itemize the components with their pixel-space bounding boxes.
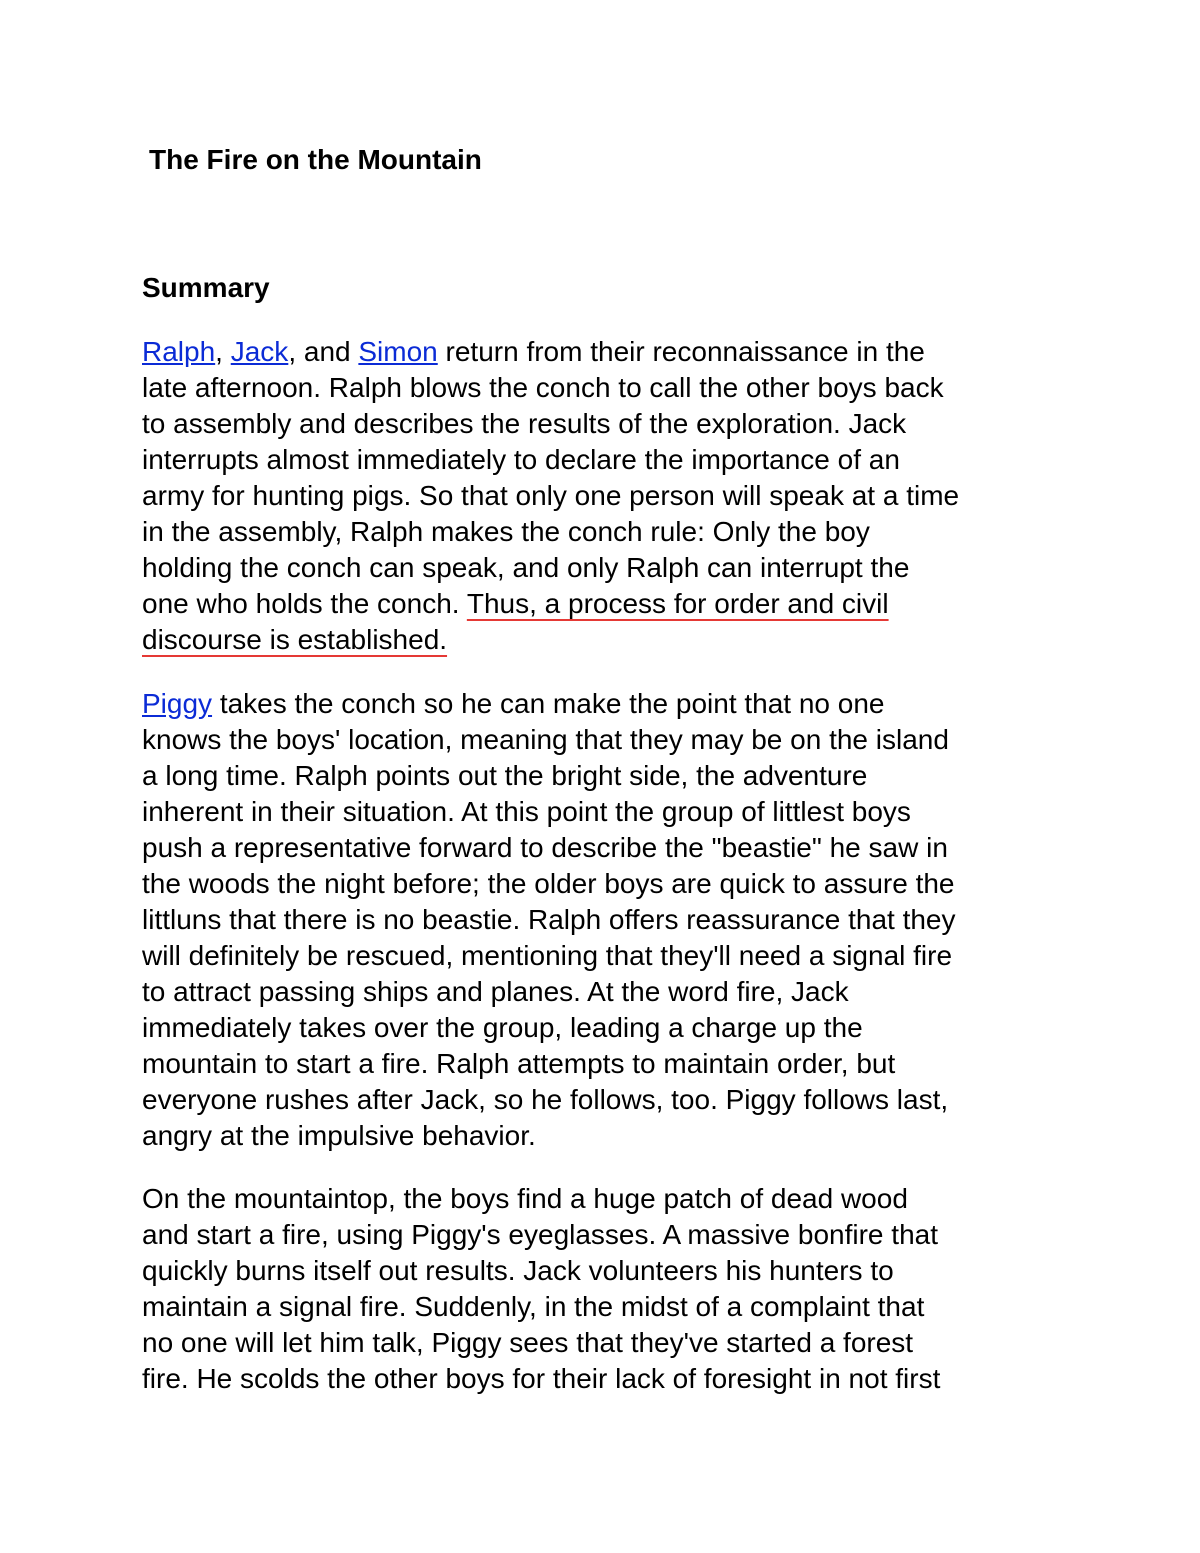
- line-text: return from their reconnaissance in the: [437, 336, 925, 367]
- paragraph-line: late afternoon. Ralph blows the conch to call the other boys back: [142, 372, 944, 403]
- paragraph-line: interrupts almost immediately to declare the importance of an: [142, 444, 900, 475]
- paragraph-line: army for hunting pigs. So that only one person will speak at a time: [142, 480, 960, 511]
- line-text: takes the conch so he can make the point that no one: [212, 688, 885, 719]
- summary-paragraph-2: [142, 686, 1072, 1154]
- highlighted-sentence: discourse is established.: [142, 624, 448, 655]
- paragraph-line: will definitely be rescued, mentioning that they'll need a signal fire: [142, 940, 953, 971]
- line-text: one who holds the conch.: [142, 588, 467, 619]
- paragraph-line: in the assembly, Ralph makes the conch rule: Only the boy: [142, 516, 870, 547]
- paragraph-line: angry at the impulsive behavior.: [142, 1120, 536, 1151]
- link-ralph[interactable]: Ralph: [142, 336, 216, 367]
- paragraph-line: [142, 686, 1072, 722]
- paragraph-line: to attract passing ships and planes. At the word fire, Jack: [142, 976, 849, 1007]
- paragraph-line: everyone rushes after Jack, so he follows, too. Piggy follows last,: [142, 1084, 949, 1115]
- separator-text: , and: [288, 336, 359, 367]
- paragraph-line: and start a fire, using Piggy's eyeglasses. A massive bonfire that: [142, 1219, 938, 1250]
- paragraph-line: knows the boys' location, meaning that they may be on the island: [142, 724, 949, 755]
- paragraph-line: mountain to start a fire. Ralph attempts to maintain order, but: [142, 1048, 896, 1079]
- paragraph-line: [142, 622, 1072, 658]
- link-simon[interactable]: Simon: [358, 336, 438, 367]
- paragraph-line: maintain a signal fire. Suddenly, in the midst of a complaint that: [142, 1291, 925, 1322]
- section-heading-summary: Summary: [142, 272, 270, 303]
- link-piggy[interactable]: Piggy: [142, 688, 213, 719]
- paragraph-line: inherent in their situation. At this point the group of littlest boys: [142, 796, 911, 827]
- paragraph-line: holding the conch can speak, and only Ralph can interrupt the: [142, 552, 910, 583]
- document-title: The Fire on the Mountain: [149, 144, 482, 175]
- link-jack[interactable]: Jack: [230, 336, 289, 367]
- paragraph-line: the woods the night before; the older boys are quick to assure the: [142, 868, 955, 899]
- paragraph-line: a long time. Ralph points out the bright side, the adventure: [142, 760, 868, 791]
- separator-text: ,: [215, 336, 231, 367]
- paragraph-line: littluns that there is no beastie. Ralph offers reassurance that they: [142, 904, 956, 935]
- paragraph-line: push a representative forward to describe the "beastie" he saw in: [142, 832, 948, 863]
- paragraph-line: quickly burns itself out results. Jack volunteers his hunters to: [142, 1255, 894, 1286]
- paragraph-line: immediately takes over the group, leading a charge up the: [142, 1012, 863, 1043]
- paragraph-line: no one will let him talk, Piggy sees that they've started a forest: [142, 1327, 914, 1358]
- paragraph-line: [142, 334, 1072, 370]
- summary-paragraph-3: [142, 1181, 1072, 1397]
- paragraph-line: On the mountaintop, the boys find a huge patch of dead wood: [142, 1183, 908, 1214]
- paragraph-line: to assembly and describes the results of the exploration. Jack: [142, 408, 907, 439]
- highlighted-sentence: Thus, a process for order and civil: [466, 588, 889, 619]
- paragraph-line: fire. He scolds the other boys for their lack of foresight in not first: [142, 1363, 941, 1394]
- summary-paragraph-1: [142, 334, 1072, 658]
- paragraph-line: [142, 586, 1072, 622]
